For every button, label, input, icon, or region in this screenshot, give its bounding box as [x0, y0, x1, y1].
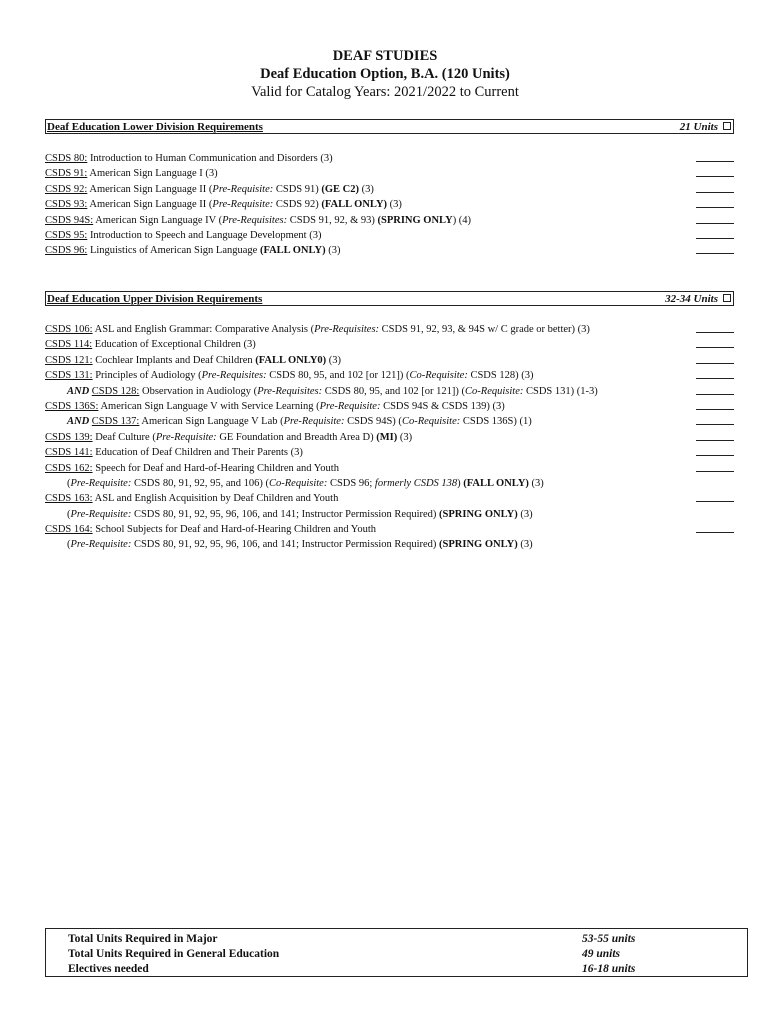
- course-text: (SPRING ONLY): [439, 539, 518, 551]
- grade-blank-line[interactable]: [696, 471, 734, 472]
- course-prerequisite-line: [45, 507, 734, 522]
- course-text: Pre-Requisite:: [212, 199, 274, 211]
- course-row: [45, 491, 734, 506]
- totals-row: [68, 947, 728, 962]
- course-text: (3): [517, 508, 533, 520]
- course-row: [45, 353, 734, 368]
- totals-label: Total Units Required in General Education: [68, 948, 280, 960]
- course-text: CSDS 96;: [327, 477, 375, 489]
- grade-blank-line[interactable]: [696, 238, 734, 239]
- course-text: CSDS 80, 91, 92, 95, and 106) (: [131, 477, 270, 489]
- course-text: CSDS 94S & CSDS 139) (3): [380, 400, 505, 412]
- course-row: [45, 322, 734, 337]
- upper-division-units-group: [665, 293, 731, 305]
- course-text: (: [67, 477, 71, 489]
- course-text: Pre-Requisites:: [222, 214, 288, 226]
- course-text: (FALL ONLY): [321, 199, 388, 211]
- document-header: [0, 47, 770, 102]
- course-text: GE Foundation and Breadth Area D): [216, 431, 377, 443]
- course-row: [45, 399, 734, 414]
- course-text: Pre-Requisite:: [70, 508, 132, 520]
- course-text: Pre-Requisites:: [201, 370, 267, 382]
- course-text: Pre-Requisite:: [283, 416, 345, 428]
- course-code: CSDS 106:: [45, 324, 93, 335]
- course-row: [45, 445, 734, 460]
- grade-blank-line[interactable]: [696, 253, 734, 254]
- course-text: (FALL ONLY0): [255, 354, 327, 366]
- grade-blank-line[interactable]: [696, 176, 734, 177]
- course-text: (: [67, 539, 71, 551]
- course-prerequisite-line: [45, 537, 734, 552]
- course-text: Introduction to Human Communication and Disorders (3): [87, 153, 333, 164]
- course-row: [45, 368, 734, 383]
- course-code: CSDS 92:: [45, 183, 88, 195]
- course-prerequisite-line: [45, 476, 734, 491]
- course-code: CSDS 93:: [45, 199, 88, 211]
- totals-row: [68, 962, 728, 977]
- course-text: ASL and English Grammar: Comparative Analysis (: [92, 324, 315, 335]
- totals-label: Electives needed: [68, 963, 149, 975]
- totals-label: Total Units Required in Major: [68, 933, 218, 945]
- course-text: CSDS 92): [273, 199, 322, 211]
- grade-blank-line[interactable]: [696, 394, 734, 395]
- course-text: CSDS 80, 91, 92, 95, 96, 106, and 141; Instructor Permission Required): [131, 539, 440, 551]
- course-code: CSDS 91:: [45, 168, 88, 180]
- course-text: Co-Requisite:: [465, 385, 524, 397]
- course-text: ASL and English Acquisition by Deaf Children and Youth: [92, 493, 339, 505]
- course-text: CSDS 91): [273, 183, 322, 195]
- course-text: (FALL ONLY): [463, 477, 529, 489]
- course-text: American Sign Language IV (: [93, 214, 223, 226]
- grade-blank-line[interactable]: [696, 363, 734, 364]
- course-row: [45, 197, 734, 212]
- course-code: CSDS 128:: [91, 385, 140, 397]
- upper-division-title: Deaf Education Upper Division Requirements: [47, 292, 263, 305]
- course-text: Pre-Requisite:: [155, 431, 217, 443]
- course-text: CSDS 128) (3): [467, 370, 534, 382]
- course-text: Pre-Requisites:: [314, 324, 380, 335]
- course-text: ): [457, 477, 464, 489]
- course-text: CSDS 94S) (: [344, 416, 402, 428]
- course-text: (3): [517, 539, 533, 551]
- lower-division-header: [45, 119, 734, 134]
- course-text: ) (4): [452, 214, 472, 226]
- course-text: CSDS 91, 92, & 93): [287, 214, 378, 226]
- course-row: [45, 461, 734, 476]
- course-text: CSDS 80, 91, 92, 95, 96, 106, and 141; Instructor Permission Required): [131, 508, 440, 520]
- course-text: Linguistics of American Sign Language: [87, 245, 260, 257]
- course-text: Pre-Requisites:: [257, 385, 323, 397]
- grade-blank-line[interactable]: [696, 532, 734, 533]
- and-prefix: AND: [67, 416, 92, 428]
- course-text: Introduction to Speech and Language Development (3): [87, 229, 322, 241]
- course-text: American Sign Language II (: [87, 183, 213, 195]
- course-row: [45, 384, 734, 399]
- option-title: Deaf Education Option, B.A. (120 Units): [260, 66, 510, 82]
- course-text: American Sign Language V Lab (: [139, 416, 284, 428]
- checkbox-icon[interactable]: [723, 122, 731, 130]
- course-text: Pre-Requisite:: [319, 400, 381, 412]
- course-text: Cochlear Implants and Deaf Children: [92, 354, 256, 366]
- course-text: American Sign Language II (: [87, 199, 213, 211]
- course-code: CSDS 96:: [45, 245, 88, 257]
- and-prefix: AND: [67, 385, 92, 397]
- grade-blank-line[interactable]: [696, 409, 734, 410]
- course-code: CSDS 137:: [91, 416, 140, 428]
- grade-blank-line[interactable]: [696, 347, 734, 348]
- grade-blank-line[interactable]: [696, 223, 734, 224]
- course-row: [45, 337, 734, 352]
- grade-blank-line[interactable]: [696, 455, 734, 456]
- course-row: [45, 151, 734, 166]
- course-text: American Sign Language I (3): [87, 168, 218, 180]
- course-code: CSDS 139:: [45, 431, 93, 443]
- lower-division-title: Deaf Education Lower Division Requirements: [47, 120, 263, 133]
- course-text: Education of Deaf Children and Their Parents (3): [92, 447, 303, 459]
- course-code: CSDS 94S:: [45, 214, 94, 226]
- course-code: CSDS 95:: [45, 229, 88, 241]
- course-code: CSDS 162:: [45, 462, 93, 474]
- course-text: (SPRING ONLY): [439, 508, 518, 520]
- grade-blank-line[interactable]: [696, 192, 734, 193]
- course-text: Principles of Audiology (: [92, 370, 202, 382]
- course-text: Observation in Audiology (: [139, 385, 258, 397]
- grade-blank-line[interactable]: [696, 207, 734, 208]
- course-text: CSDS 91, 92, 93, & 94S w/ C grade or better) (3): [379, 324, 590, 335]
- lower-division-units: 21 Units: [679, 120, 718, 133]
- totals-row: [68, 932, 728, 947]
- course-text: (3): [325, 245, 341, 257]
- course-row: [45, 522, 734, 537]
- checkbox-icon[interactable]: [723, 294, 731, 302]
- course-text: CSDS 80, 95, and 102 [or 121]) (: [266, 370, 410, 382]
- course-text: (3): [387, 199, 402, 211]
- upper-division-header: [45, 291, 734, 306]
- course-text: CSDS 131) (1-3): [523, 385, 598, 397]
- course-text: Co-Requisite:: [269, 477, 328, 489]
- course-text: (3): [326, 354, 342, 366]
- course-text: Co-Requisite:: [401, 416, 461, 428]
- catalog-years: Valid for Catalog Years: 2021/2022 to Current: [251, 84, 519, 100]
- course-row: [45, 213, 734, 228]
- course-row: [45, 430, 734, 445]
- course-text: (SPRING ONLY: [377, 214, 453, 226]
- course-text: Pre-Requisite:: [70, 477, 132, 489]
- course-text: Speech for Deaf and Hard-of-Hearing Children and Youth: [92, 462, 339, 474]
- course-code: CSDS 141:: [45, 447, 93, 459]
- course-row: [45, 243, 734, 258]
- lower-division-units-group: [680, 121, 731, 133]
- course-text: formerly CSDS 138: [374, 477, 458, 489]
- course-code: CSDS 114:: [45, 339, 93, 351]
- course-text: Education of Exceptional Children (3): [92, 339, 256, 351]
- course-text: (3): [397, 431, 413, 443]
- course-row: [45, 228, 734, 243]
- grade-blank-line[interactable]: [696, 332, 734, 333]
- course-row: [45, 414, 734, 429]
- lower-division-course-list: [45, 151, 734, 259]
- grade-blank-line[interactable]: [696, 501, 734, 502]
- upper-division-units: 32-34 Units: [665, 292, 718, 305]
- course-text: Co-Requisite:: [409, 370, 468, 382]
- course-text: American Sign Language V with Service Learning (: [98, 400, 320, 412]
- course-code: CSDS 121:: [45, 354, 93, 366]
- totals-value: 53-55 units: [582, 933, 636, 945]
- course-text: (3): [359, 183, 374, 195]
- course-code: CSDS 164:: [45, 524, 93, 536]
- course-row: [45, 182, 734, 197]
- course-text: CSDS 80, 95, and 102 [or 121]) (: [322, 385, 466, 397]
- course-text: CSDS 136S) (1): [460, 416, 532, 428]
- course-text: Pre-Requisite:: [212, 183, 274, 195]
- program-title: DEAF STUDIES: [332, 48, 438, 64]
- course-text: (GE C2): [321, 183, 360, 195]
- course-code: CSDS 131:: [45, 370, 93, 382]
- grade-blank-line[interactable]: [696, 378, 734, 379]
- course-code: CSDS 163:: [45, 493, 93, 505]
- totals-box: [45, 928, 748, 977]
- grade-blank-line[interactable]: [696, 161, 734, 162]
- totals-value: 49 units: [582, 948, 621, 960]
- course-text: (FALL ONLY): [259, 245, 326, 257]
- course-row: [45, 166, 734, 181]
- upper-division-course-list: [45, 322, 734, 553]
- grade-blank-line[interactable]: [696, 440, 734, 441]
- course-text: (: [67, 508, 71, 520]
- course-code: CSDS 80:: [45, 153, 88, 164]
- course-text: (3): [528, 477, 544, 489]
- grade-blank-line[interactable]: [696, 424, 734, 425]
- course-text: School Subjects for Deaf and Hard-of-Hearing Children and Youth: [92, 524, 377, 536]
- totals-value: 16-18 units: [582, 963, 636, 975]
- course-text: Pre-Requisite:: [70, 539, 132, 551]
- course-text: Deaf Culture (: [92, 431, 156, 443]
- course-text: (MI): [376, 431, 398, 443]
- course-code: CSDS 136S:: [45, 400, 99, 412]
